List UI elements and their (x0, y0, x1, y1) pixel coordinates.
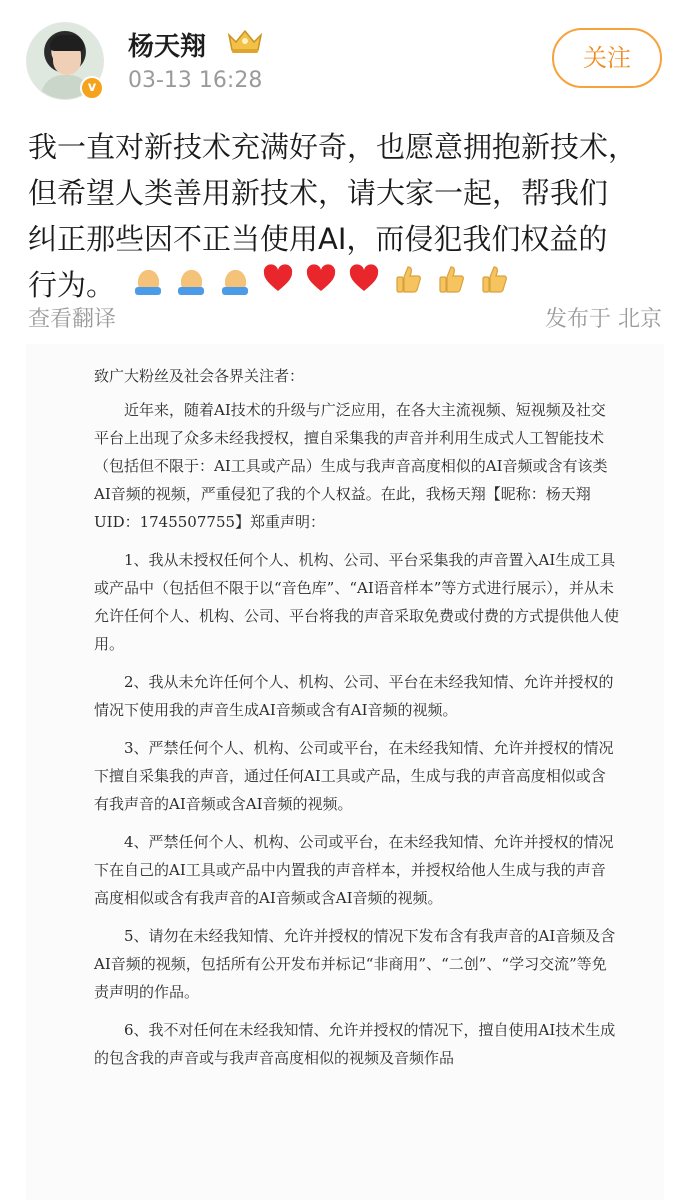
username[interactable]: 杨天翔 (128, 32, 207, 62)
statement-paragraph: 4、严禁任何个人、机构、公司或平台，在未经我知情、允许并授权的情况下在自己的AI工具或产品中内置我的声音样本，并授权给他人生成与我的声音高度相似或含有我声音的AI音频或含AI音频的视频。 (94, 833, 614, 907)
heart-emoji-icon (348, 262, 381, 294)
post-line: 我一直对新技术充满好奇，也愿意拥抱新技术， (28, 130, 638, 164)
thumbs-up-emoji-icon (392, 262, 425, 294)
statement-paragraph: 1、我从未授权任何个人、机构、公司、平台采集我的声音置入AI生成工具或产品中（包括但不限于以“音色库”、“AI语音样本”等方式进行展示），并从未允许任何个人、机构、公司、平台将我的声音采取免费或付费的方式提供他人使用。 (94, 551, 620, 653)
statement-paragraph: 6、我不对任何在未经我知情、允许并授权的情况下，擅自使用AI技术生成的包含我的声音或与我声音高度相似的视频及音频作品 (94, 1021, 616, 1067)
thumbs-up-emoji-icon (435, 262, 468, 294)
statement-greeting: 致广大粉丝及社会各界关注者： (94, 367, 305, 385)
heart-emoji-icon (262, 262, 295, 294)
translate-link[interactable]: 查看翻译 (28, 307, 117, 332)
crown-icon (226, 27, 264, 55)
post-line: 行为。 (28, 268, 116, 302)
statement-image[interactable] (26, 344, 664, 1200)
statement-paragraph: 5、请勿在未经我知情、允许并授权的情况下发布含有我声音的AI音频及含AI音频的视频，包括所有公开发布并标记“非商用”、“二创”、“学习交流”等免责声明的作品。 (94, 927, 616, 1001)
pray-emoji-icon (175, 263, 208, 295)
thumbs-up-emoji-icon (478, 262, 511, 294)
post-body (28, 124, 668, 308)
heart-emoji-icon (305, 262, 338, 294)
avatar-hair (50, 35, 84, 51)
post-location: 发布于 北京 (545, 307, 662, 332)
statement-text (26, 344, 664, 1082)
statement-paragraph: 近年来，随着AI技术的升级与广泛应用，在各大主流视频、短视频及社交平台上出现了众多未经我授权，擅自采集我的声音并利用生成式人工智能技术（包括但不限于：AI工具或产品）生成与我声音高度相似的AI音频或含有该类AI音频的视频，严重侵犯了我的个人权益。在此，我杨天翔【昵称：杨天翔 UID：1745507755】郑重声明： (94, 401, 608, 531)
post-header (0, 0, 690, 110)
post-timestamp: 03-13 16:28 (128, 68, 263, 93)
post-line: 纠正那些因不正当使用AI，而侵犯我们权益的 (28, 222, 608, 256)
statement-paragraph: 3、严禁任何个人、机构、公司或平台，在未经我知情、允许并授权的情况下擅自采集我的声音，通过任何AI工具或产品，生成与我的声音高度相似或含有我声音的AI音频或含AI音频的视频。 (94, 739, 614, 813)
follow-button[interactable]: 关注 (552, 28, 662, 88)
pray-emoji-icon (219, 263, 252, 295)
statement-paragraph: 2、我从未允许任何个人、机构、公司、平台在未经我知情、允许并授权的情况下使用我的声音生成AI音频或含有AI音频的视频。 (94, 673, 614, 719)
post-meta-row (28, 302, 662, 334)
pray-emoji-icon (132, 263, 165, 295)
post-line: 但希望人类善用新技术，请大家一起，帮我们 (28, 176, 609, 210)
verified-badge-icon: v (80, 76, 104, 100)
